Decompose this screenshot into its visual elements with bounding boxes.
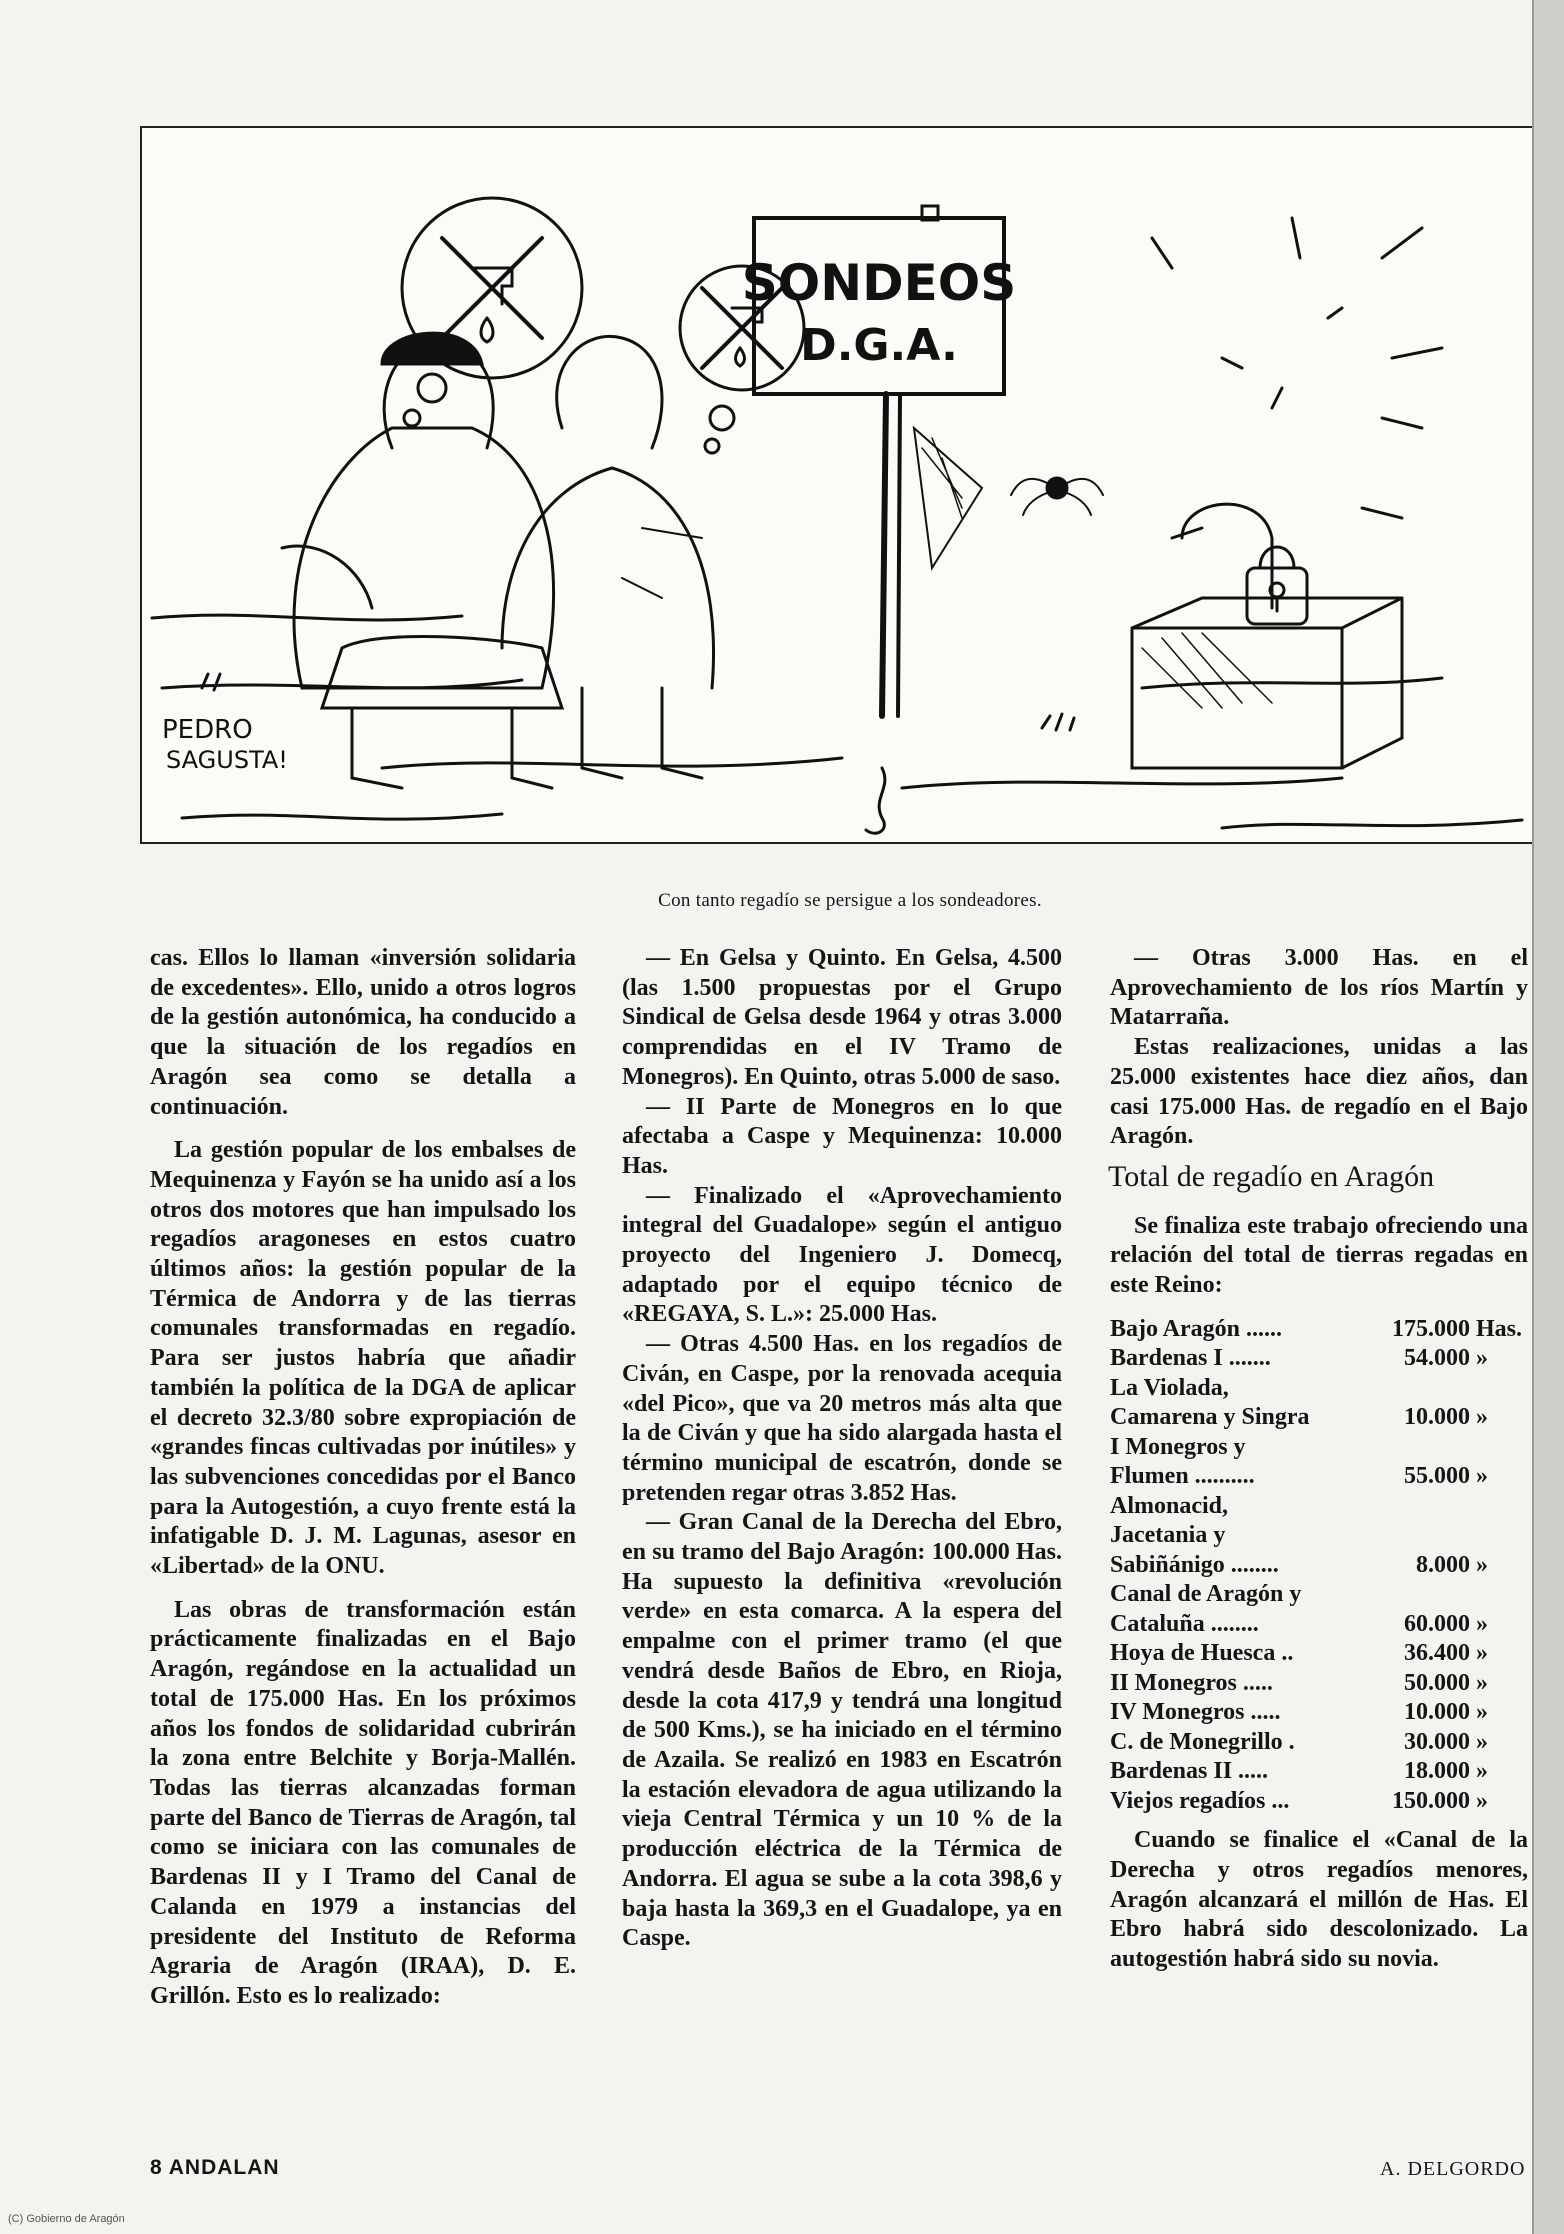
totals-row-unit: »: [1475, 1699, 1488, 1726]
totals-row: [1110, 1698, 1522, 1728]
totals-row-name: Viejos regadíos ...: [1110, 1787, 1290, 1814]
section-title: Total de regadío en Aragón: [1108, 1159, 1435, 1193]
author-signature: A. DELGORDO: [1380, 2158, 1526, 2180]
totals-row: [1110, 1462, 1522, 1492]
totals-row-value: 10.000: [1403, 1699, 1470, 1726]
totals-row: [1110, 1669, 1522, 1699]
col1-paragraph-2: La gestión popular de los embalses de Mequinenza y Fayón se ha unido así a los otros dos motores que han impulsado los regadíos aragoneses en estos cuatro últimos años: la gestión popular de la Térmica de Andorra y de las tierras comunales transformadas en regadío. Para ser justos habría que añadir también la política de la DGA de aplicar el decreto 32.3/80 sobre expropiación de «grandes fincas cultivadas por inútiles» y las subvenciones concedidas por el Banco para la Autogestión, a cuyo frente está la infatigable D. J. M. Lagunas, asesor en «Libertad» de la ONU.: [150, 1137, 576, 1580]
article-column-1: [150, 944, 576, 2026]
totals-row: [1110, 1639, 1522, 1669]
cartoon-drawing: [142, 128, 1532, 842]
totals-row-value: 36.400: [1403, 1640, 1470, 1667]
totals-row-unit: »: [1475, 1669, 1488, 1696]
totals-row-value: 150.000: [1391, 1787, 1470, 1814]
totals-row-value: 60.000: [1403, 1610, 1470, 1637]
article-column-3: [1110, 944, 1528, 1975]
totals-row: [1110, 1580, 1522, 1610]
totals-row-name: Bardenas I .......: [1110, 1345, 1271, 1372]
totals-row-name: La Violada,: [1110, 1374, 1229, 1401]
col1-paragraph-1: cas. Ellos lo llaman «inversión solidaria de excedentes». Ello, unido a otros logros de la gestión autonómica, ha conducido a que la situación de los regadíos en Aragón sea como se detalla a continuación.: [150, 945, 576, 1120]
totals-row-unit: »: [1475, 1404, 1488, 1431]
copyright-notice: (C) Gobierno de Aragón: [8, 2213, 125, 2225]
sign-text-line2: D.G.A.: [800, 320, 958, 371]
totals-row: [1110, 1521, 1522, 1551]
totals-row-name: Jacetania y: [1110, 1522, 1226, 1549]
cartoon-caption: Con tanto regadío se persigue a los sondeadores.: [658, 890, 1042, 911]
col2-item: — Otras 4.500 Has. en los regadíos de Civán, en Caspe, por la renovada acequia «del Pico», que va 20 metros más alta que la de Civán y que ha sido alargada hasta el término municipal de escatrón, donde se pretenden regar otras 3.852 Has.: [622, 1331, 1062, 1506]
totals-row-unit: »: [1475, 1345, 1488, 1372]
totals-row-name: Bajo Aragón ......: [1110, 1315, 1283, 1342]
totals-row-unit: »: [1475, 1758, 1488, 1785]
totals-row-unit: [1470, 1374, 1522, 1404]
totals-row: [1110, 1757, 1522, 1787]
artist-signature-line2: SAGUSTA!: [166, 746, 288, 774]
totals-row-name: Canal de Aragón y: [1110, 1581, 1302, 1608]
totals-row-value: 50.000: [1403, 1669, 1470, 1696]
totals-row-name: Cataluña ........: [1110, 1610, 1259, 1637]
totals-row-value: [1360, 1521, 1470, 1551]
totals-row-name: C. de Monegrillo .: [1110, 1728, 1295, 1755]
totals-row-name: Hoya de Huesca ..: [1110, 1640, 1294, 1667]
totals-row-unit: »: [1475, 1787, 1488, 1814]
totals-row: [1110, 1551, 1522, 1581]
totals-row-unit: »: [1475, 1640, 1488, 1667]
cartoon-illustration: [140, 126, 1534, 844]
totals-row-unit: [1470, 1433, 1522, 1463]
adjacent-page-edge: [1532, 0, 1564, 2234]
irrigation-totals-table: [1110, 1315, 1522, 1817]
totals-row-value: 8.000: [1415, 1551, 1470, 1578]
totals-row-value: 30.000: [1403, 1728, 1470, 1755]
totals-row-value: 55.000: [1403, 1463, 1470, 1490]
totals-row-unit: »: [1475, 1551, 1488, 1578]
totals-row-value: [1360, 1433, 1470, 1463]
totals-row-unit: [1470, 1521, 1522, 1551]
totals-row: [1110, 1728, 1522, 1758]
totals-row: [1110, 1403, 1522, 1433]
totals-row: [1110, 1610, 1522, 1640]
totals-row-value: [1360, 1580, 1470, 1610]
col3-closing: Cuando se finalice el «Canal de la Derecha y otros regadíos menores, Aragón alcanzará el millón de Has. El Ebro habrá sido descolonizado. La autogestión habrá sido su novia.: [1110, 1827, 1528, 1973]
totals-row-value: 10.000: [1403, 1404, 1470, 1431]
totals-row: [1110, 1787, 1522, 1817]
totals-row-value: 175.000: [1391, 1315, 1470, 1342]
totals-row: [1110, 1344, 1522, 1374]
totals-row-unit: »: [1475, 1610, 1488, 1637]
totals-row-value: 18.000: [1403, 1758, 1470, 1785]
sign-text-line1: SONDEOS: [741, 254, 1017, 312]
totals-row-value: 54.000: [1403, 1345, 1470, 1372]
totals-row-name: II Monegros .....: [1110, 1669, 1273, 1696]
totals-row-name: Camarena y Singra: [1110, 1404, 1310, 1431]
totals-row: [1110, 1492, 1522, 1522]
totals-row: [1110, 1315, 1522, 1345]
totals-row: [1110, 1374, 1522, 1404]
totals-row-name: Almonacid,: [1110, 1492, 1229, 1519]
totals-row-unit: »: [1475, 1463, 1488, 1490]
article-column-2: [622, 944, 1062, 1954]
totals-row-unit: [1470, 1492, 1522, 1522]
totals-row-name: Sabiñánigo ........: [1110, 1551, 1279, 1578]
totals-row: [1110, 1433, 1522, 1463]
totals-row-name: Bardenas II .....: [1110, 1758, 1269, 1785]
totals-row-unit: »: [1475, 1728, 1488, 1755]
col1-paragraph-3: Las obras de transformación están prácticamente finalizadas en el Bajo Aragón, regándose en la actualidad un total de 175.000 Has. En los próximos años los fondos de solidaridad cubrirán la zona entre Belchite y Borja-Mallén. Todas las tierras alcanzadas forman parte del Banco de Tierras de Aragón, tal como se iniciara con las comunales de Bardenas II y I Tramo del Canal de Calanda en 1979 a instancias del presidente del Instituto de Reforma Agraria de Aragón (IRAA), D. E. Grillón. Esto es lo realizado:: [150, 1596, 576, 2009]
col3-paragraph-1: — Otras 3.000 Has. en el Aprovechamiento de los ríos Martín y Matarraña.: [1110, 945, 1528, 1031]
page-footer: 8 ANDALAN: [150, 2156, 280, 2179]
artist-signature-line1: PEDRO: [162, 715, 253, 745]
col3-paragraph-2: Estas realizaciones, unidas a las 25.000 existentes hace diez años, dan casi 175.000 Has. de regadío en el Bajo Aragón.: [1110, 1034, 1528, 1150]
col3-intro: Se finaliza este trabajo ofreciendo una relación del total de tierras regadas en este Reino:: [1110, 1212, 1528, 1299]
col2-item: — II Parte de Monegros en lo que afectaba a Caspe y Mequinenza: 10.000 Has.: [622, 1093, 1062, 1179]
totals-row-unit: Has.: [1475, 1315, 1522, 1342]
totals-row-unit: [1470, 1580, 1522, 1610]
totals-row-value: [1360, 1492, 1470, 1522]
totals-row-name: Flumen ..........: [1110, 1463, 1255, 1490]
col2-item: — Gran Canal de la Derecha del Ebro, en su tramo del Bajo Aragón: 100.000 Has. Ha supuesto la definitiva «revolución verde» en esta comarca. A la espera del empalme con el primer tramo (el que vendrá desde Baños de Ebro, en Rioja, desde la cota 417,9 y tendrá una longitud de 500 Kms.), se ha iniciado en el término de Azaila. Se realizó en 1983 en Escatrón la estación elevadora de agua utilizando la vieja Central Térmica y un 10 % de la producción eléctrica de la Térmica de Andorra. El agua se sube a la cota 398,6 y baja hasta la 369,3 en el Guadalope, ya en Caspe.: [622, 1509, 1062, 1952]
totals-row-value: [1360, 1374, 1470, 1404]
totals-row-name: I Monegros y: [1110, 1433, 1246, 1460]
totals-row-name: IV Monegros .....: [1110, 1699, 1281, 1726]
col2-item: — En Gelsa y Quinto. En Gelsa, 4.500 (las 1.500 propuestas por el Grupo Sindical de Gelsa desde 1964 y otras 3.000 comprendidas en el IV Tramo de Monegros). En Quinto, otras 5.000 de saso.: [622, 945, 1062, 1090]
col2-item: — Finalizado el «Aprovechamiento integral del Guadalope» según el antiguo proyecto del Ingeniero J. Domecq, adaptado por el equipo técnico de «REGAYA, S. L.»: 25.000 Has.: [622, 1182, 1062, 1328]
